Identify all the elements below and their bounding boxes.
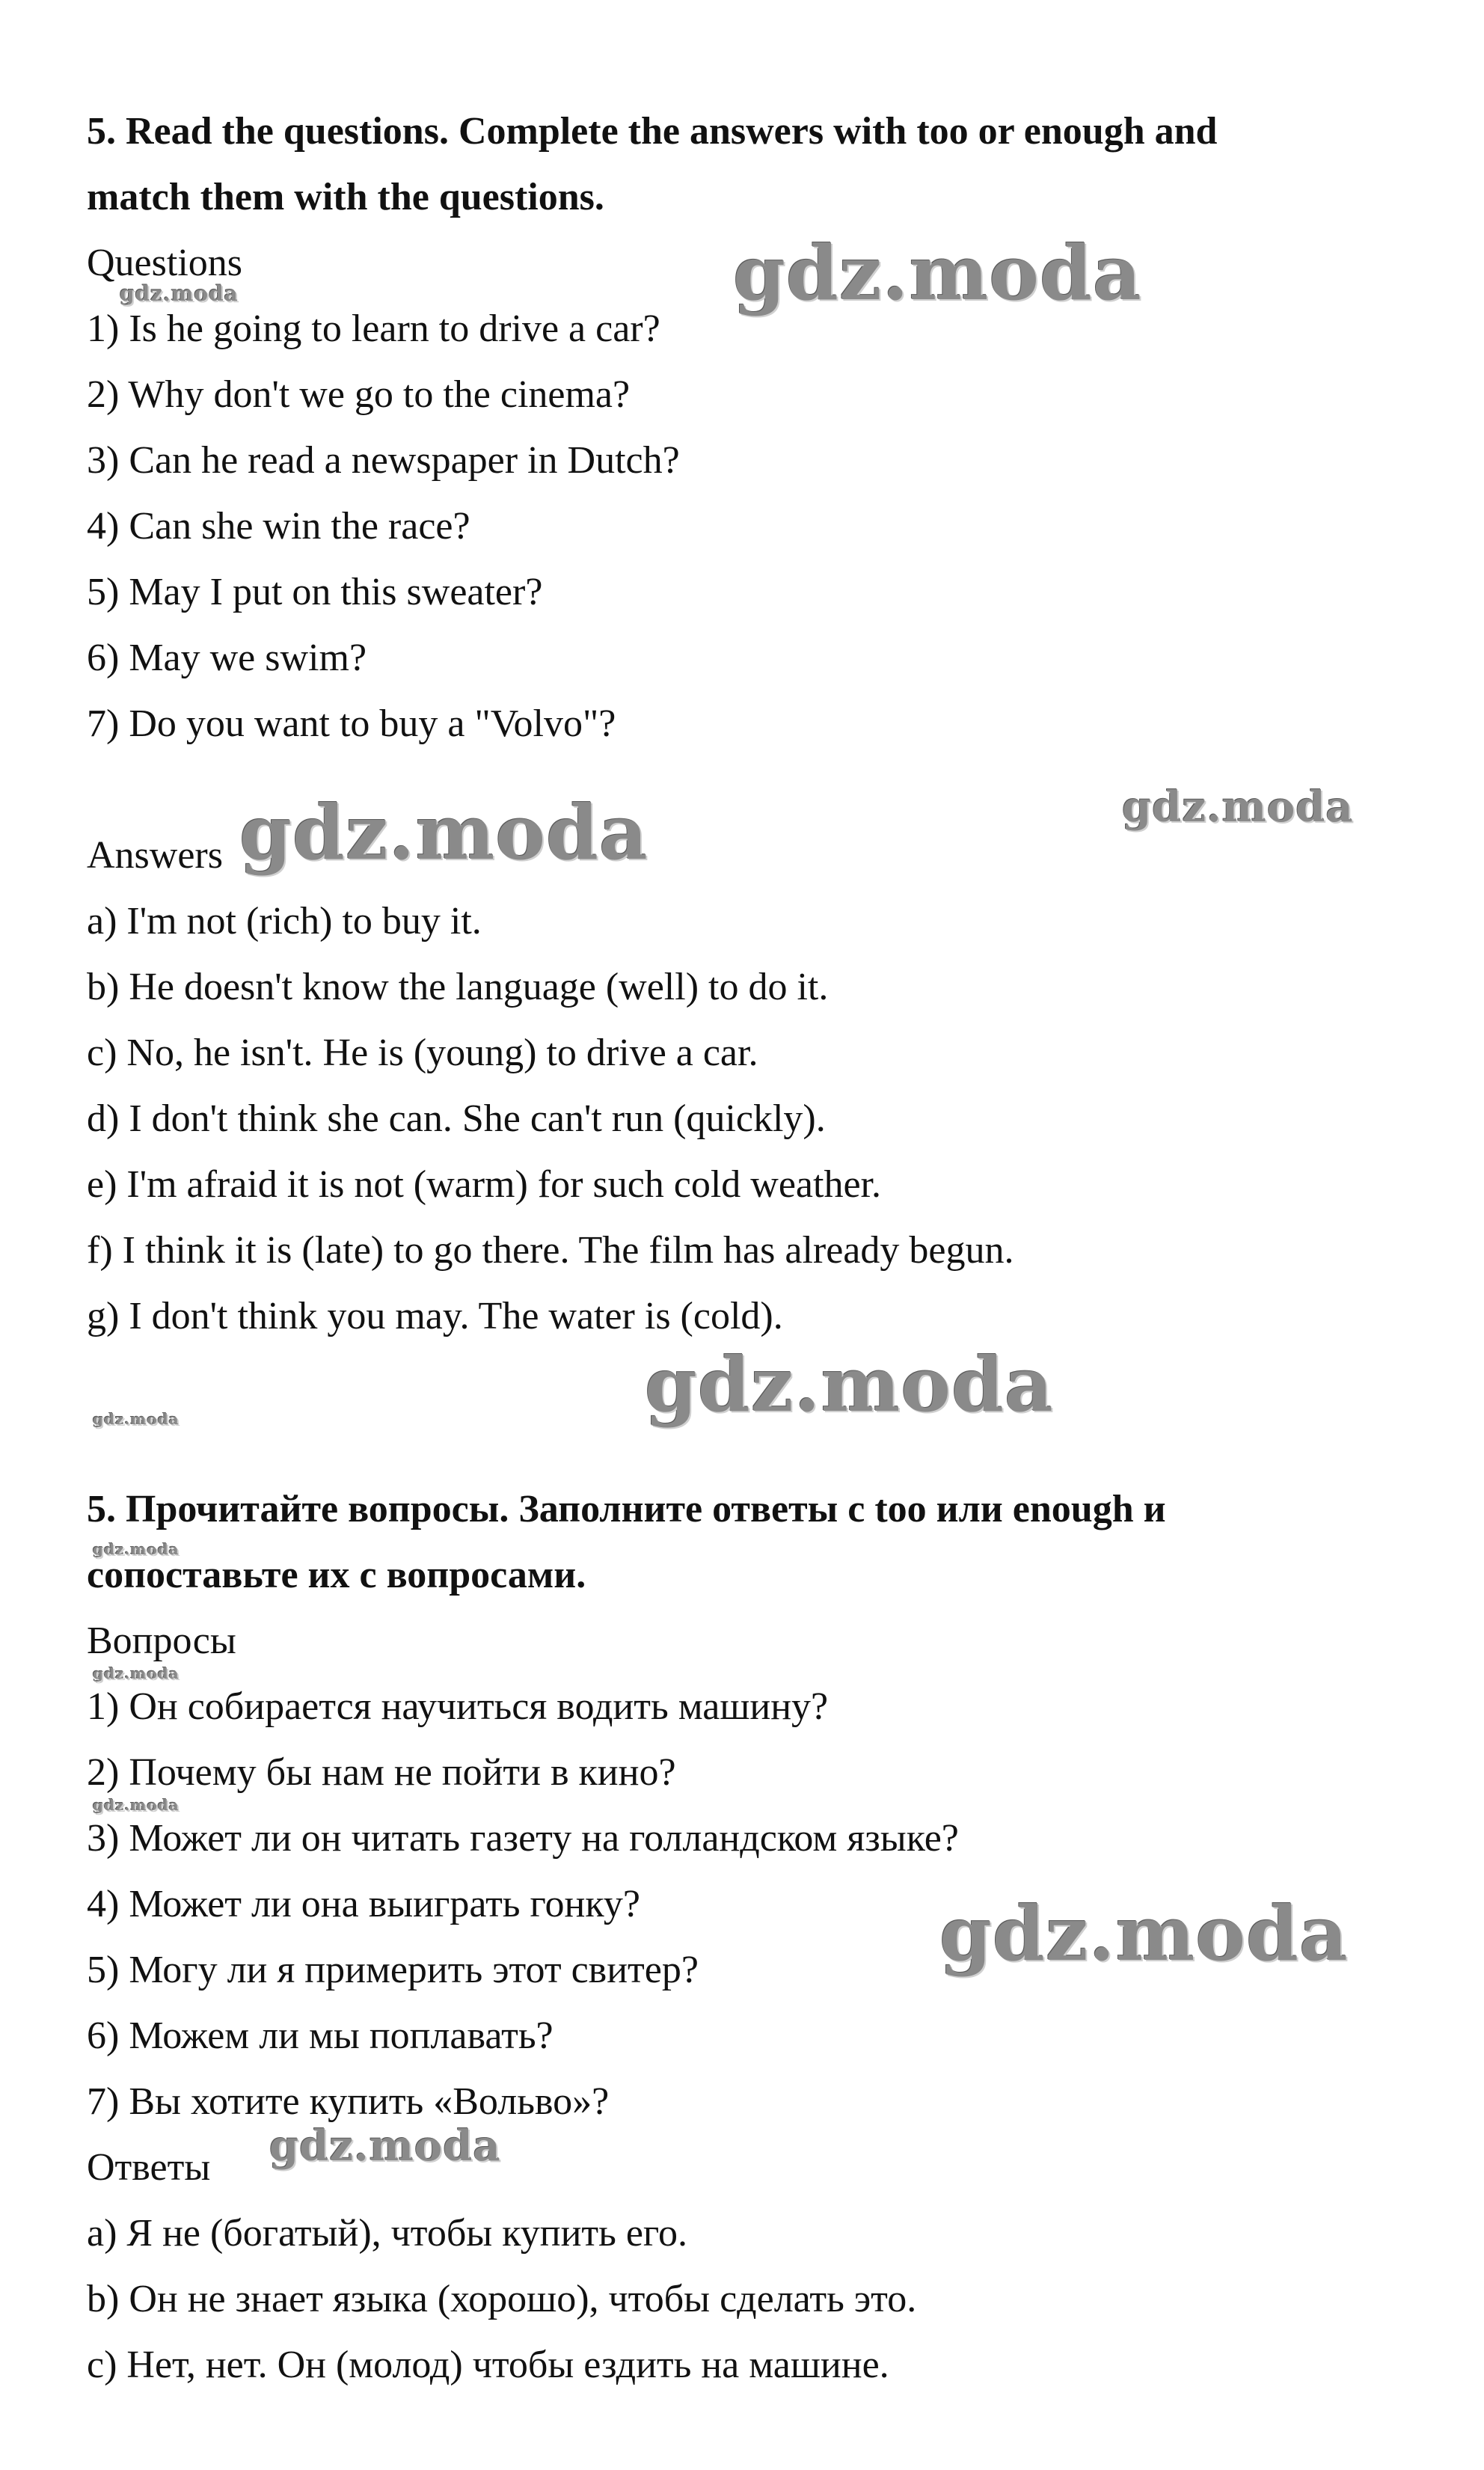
watermark-logo: gdz.moda bbox=[93, 1540, 180, 1558]
question-ru-7: 7) Вы хотите купить «Вольво»? bbox=[87, 2080, 610, 2123]
questions-heading-ru: Вопросы bbox=[87, 1619, 236, 1662]
question-ru-4: 4) Может ли она выиграть гонку? bbox=[87, 1883, 640, 1925]
watermark-logo: gdz.moda bbox=[120, 281, 239, 306]
task-title-en-line-2: match them with the questions. bbox=[87, 176, 604, 218]
question-en-3: 3) Can he read a newspaper in Dutch? bbox=[87, 439, 680, 482]
task-title-en-line-1: 5. Read the questions. Complete the answers with too or enough and bbox=[87, 110, 1218, 153]
task-title-ru-line-1: 5. Прочитайте вопросы. Заполните ответы с too или enough и bbox=[87, 1488, 1166, 1530]
answer-en-c: c) No, he isn't. He is (young) to drive a car. bbox=[87, 1032, 758, 1074]
watermark-logo: gdz.moda bbox=[93, 1796, 180, 1814]
question-ru-2: 2) Почему бы нам не пойти в кино? bbox=[87, 1751, 676, 1794]
question-en-5: 5) May I put on this sweater? bbox=[87, 571, 543, 613]
watermark-logo: gdz.moda bbox=[645, 1340, 1054, 1429]
watermark-logo: gdz.moda bbox=[269, 2121, 501, 2171]
question-en-4: 4) Can she win the race? bbox=[87, 505, 470, 548]
question-en-7: 7) Do you want to buy a "Volvo"? bbox=[87, 702, 616, 745]
question-en-6: 6) May we swim? bbox=[87, 637, 367, 679]
watermark-logo: gdz.moda bbox=[93, 1664, 180, 1682]
answer-en-g: g) I don't think you may. The water is (cold). bbox=[87, 1295, 783, 1337]
answer-ru-b: b) Он не знает языка (хорошо), чтобы сделать это. bbox=[87, 2278, 917, 2320]
question-ru-5: 5) Могу ли я примерить этот свитер? bbox=[87, 1949, 699, 1991]
question-ru-1: 1) Он собирается научиться водить машину? bbox=[87, 1685, 829, 1728]
question-ru-3: 3) Может ли он читать газету на голландском языке? bbox=[87, 1817, 959, 1860]
question-en-1: 1) Is he going to learn to drive a car? bbox=[87, 307, 660, 350]
answer-ru-a: a) Я не (богатый), чтобы купить его. bbox=[87, 2212, 687, 2255]
answers-heading-ru: Ответы bbox=[87, 2146, 211, 2189]
watermark-logo: gdz.moda bbox=[239, 788, 649, 877]
task-title-ru-line-2: сопоставьте их с вопросами. bbox=[87, 1554, 586, 1596]
answer-en-d: d) I don't think she can. She can't run (quickly). bbox=[87, 1097, 826, 1140]
question-ru-6: 6) Можем ли мы поплавать? bbox=[87, 2014, 554, 2057]
watermark-logo: gdz.moda bbox=[939, 1890, 1349, 1978]
watermark-logo: gdz.moda bbox=[93, 1410, 180, 1428]
answer-en-b: b) He doesn't know the language (well) to do it. bbox=[87, 966, 829, 1008]
answer-en-e: e) I'm afraid it is not (warm) for such cold weather. bbox=[87, 1163, 881, 1206]
answer-ru-c: c) Нет, нет. Он (молод) чтобы ездить на машине. bbox=[87, 2344, 889, 2386]
question-en-2: 2) Why don't we go to the cinema? bbox=[87, 373, 631, 416]
answer-en-a: a) I'm not (rich) to buy it. bbox=[87, 900, 482, 943]
answers-heading-en: Answers bbox=[87, 834, 223, 877]
questions-heading-en: Questions bbox=[87, 242, 242, 284]
answer-en-f: f) I think it is (late) to go there. The film has already begun. bbox=[87, 1229, 1014, 1272]
watermark-logo: gdz.moda bbox=[1122, 782, 1354, 832]
watermark-logo: gdz.moda bbox=[733, 229, 1142, 317]
